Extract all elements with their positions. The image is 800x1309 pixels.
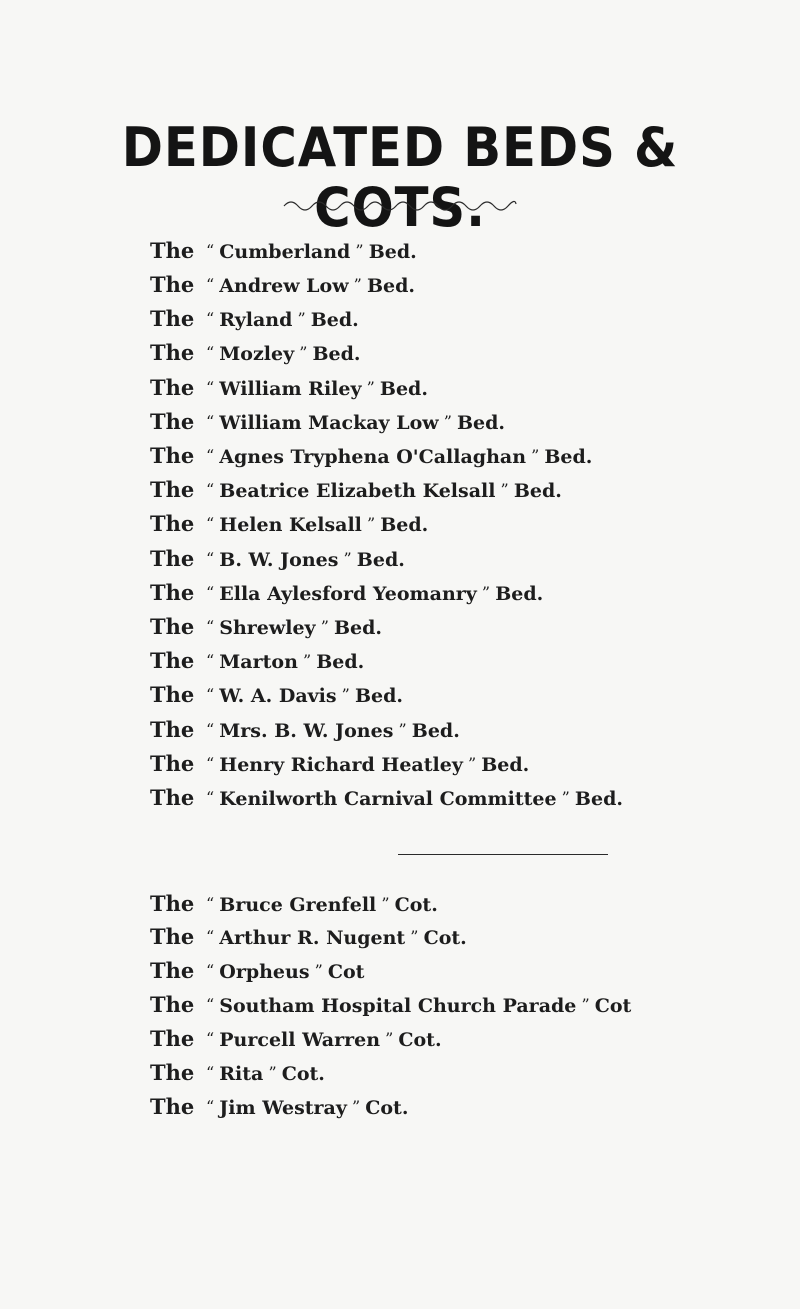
list-item: The “ Beatrice Elizabeth Kelsall ” Bed. — [150, 477, 562, 502]
list-item: The “ Helen Kelsall ” Bed. — [150, 511, 429, 536]
list-item: The “ Cumberland ” Bed. — [150, 238, 417, 263]
list-item: The “ Purcell Warren ” Cot. — [150, 1026, 442, 1051]
list-item: The “ W. A. Davis ” Bed. — [150, 682, 404, 707]
list-item: The “ Bruce Grenfell ” Cot. — [150, 891, 438, 916]
list-item: The “ Henry Richard Heatley ” Bed. — [150, 751, 530, 776]
list-item: The “ Jim Westray ” Cot. — [150, 1094, 409, 1119]
list-item: The “ William Riley ” Bed. — [150, 375, 428, 400]
list-item: The “ Ryland ” Bed. — [150, 306, 359, 331]
list-item: The “ Marton ” Bed. — [150, 648, 365, 673]
list-item: The “ Arthur R. Nugent ” Cot. — [150, 924, 467, 949]
list-item: The “ Kenilworth Carnival Committee ” Bed. — [150, 785, 623, 810]
list-item: The “ B. W. Jones ” Bed. — [150, 546, 405, 571]
list-item: The “ Mozley ” Bed. — [150, 340, 361, 365]
list-item: The “ Rita ” Cot. — [150, 1060, 325, 1085]
list-item: The “ William Mackay Low ” Bed. — [150, 409, 506, 434]
page-heading: DEDICATED BEDS & COTS. — [121, 116, 679, 239]
list-item: The “ Orpheus ” Cot — [150, 958, 365, 983]
list-item: The “ Agnes Tryphena O'Callaghan ” Bed. — [150, 443, 593, 468]
section-divider — [398, 854, 608, 855]
list-item: The “ Southam Hospital Church Parade ” Cot — [150, 992, 632, 1017]
list-item: The “ Ella Aylesford Yeomanry ” Bed. — [150, 580, 544, 605]
list-item: The “ Shrewley ” Bed. — [150, 614, 383, 639]
list-item: The “ Andrew Low ” Bed. — [150, 272, 415, 297]
list-item: The “ Mrs. B. W. Jones ” Bed. — [150, 717, 460, 742]
